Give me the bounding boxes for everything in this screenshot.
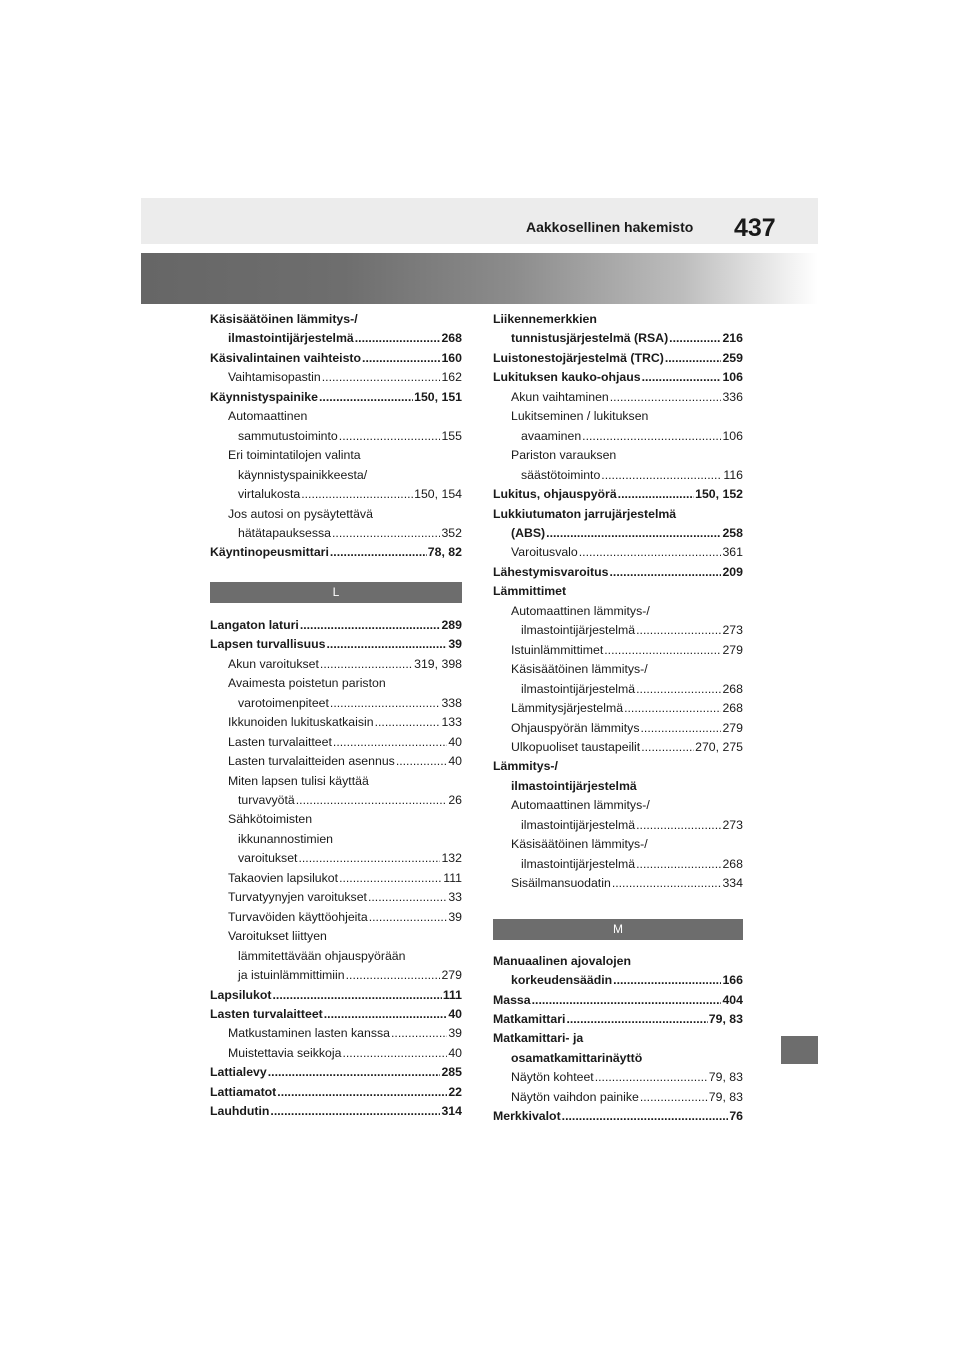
- dot-leader: [273, 986, 442, 1005]
- entry-page: 404: [722, 992, 743, 1007]
- dot-leader: [322, 368, 441, 387]
- dot-leader: [298, 849, 440, 868]
- entry-akun-varoitukset: [210, 655, 462, 674]
- dot-leader: [332, 524, 440, 543]
- entry-sahkotoimisten-cont2: [210, 849, 462, 868]
- entry-page: 111: [442, 987, 462, 1002]
- entry-istuinlammittimet: [493, 641, 743, 660]
- entry-page: 22: [448, 1084, 462, 1099]
- entry-text: Käsivalintainen vaihteisto: [210, 350, 362, 365]
- entry-text: Pariston varauksen: [511, 448, 617, 463]
- entry-ohjauspyoran-lammitys: [493, 719, 743, 738]
- dot-leader: [636, 855, 721, 874]
- entry-text: hätätapauksessa: [238, 525, 331, 540]
- entry-eri-toimintatilojen-cont1: [210, 466, 462, 485]
- entry-page: 150, 151: [414, 389, 462, 404]
- entry-text: Langaton laturi: [210, 617, 299, 632]
- dot-leader: [330, 694, 441, 713]
- dot-leader: [636, 680, 721, 699]
- dot-leader: [296, 791, 448, 810]
- entry-text: Automaattinen lämmitys-/: [511, 798, 650, 813]
- entry-lahestymisvaroitus: [493, 563, 743, 582]
- entry-varoitukset-liittyen-cont2: [210, 966, 462, 985]
- entries-group: [493, 310, 743, 894]
- index-column-right: [493, 310, 743, 1127]
- entry-pariston-varauksen-cont: [493, 466, 743, 485]
- dot-leader: [624, 699, 721, 718]
- entry-text: Lämmittimet: [493, 584, 567, 599]
- entry-matkustaminen: [210, 1024, 462, 1043]
- entry-page: 78, 82: [427, 545, 462, 560]
- dot-leader: [339, 427, 441, 446]
- entry-page: 40: [448, 734, 462, 749]
- entry-massa: [493, 991, 743, 1010]
- entry-text: säästötoiminto: [521, 467, 601, 482]
- entry-text: varoitukset: [238, 851, 298, 866]
- letter-heading-l: L: [210, 582, 462, 603]
- entry-text: Käsisäätöinen lämmitys-/: [511, 662, 648, 677]
- entry-page: 76: [729, 1109, 743, 1124]
- entry-lukituksen-kauko-ohjaus: [493, 368, 743, 387]
- entry-text: sammutustoiminto: [238, 428, 338, 443]
- entry-page: 268: [722, 856, 743, 871]
- entry-text: varotoimenpiteet: [238, 695, 329, 710]
- entry-page: 26: [448, 792, 462, 807]
- entry-text: Avaimesta poistetun pariston: [228, 676, 386, 691]
- entry-text: turvavyötä: [238, 792, 295, 807]
- entry-nayton-vaihdon: [493, 1088, 743, 1107]
- entry-page: 338: [441, 695, 462, 710]
- entry-lasten-turvalaitteet: [210, 733, 462, 752]
- entry-text: Käynnistyspainike: [210, 389, 318, 404]
- entry-text: Lukitus, ohjauspyörä: [493, 487, 617, 502]
- entry-text: Luistonestojärjestelmä (TRC): [493, 350, 664, 365]
- entry-lapsilukot: [210, 986, 462, 1005]
- entry-text: Lattialevy: [210, 1065, 267, 1080]
- entry-text: Jos autosi on pysäytettävä: [228, 506, 373, 521]
- entry-text: avaaminen: [521, 428, 582, 443]
- entry-text: Muistettavia seikkoja: [228, 1045, 342, 1060]
- entry-varoitukset-liittyen-cont1: [210, 947, 462, 966]
- entry-text: Miten lapsen tulisi käyttää: [228, 773, 369, 788]
- entry-liikennemerkkien: [493, 310, 743, 329]
- page-number: 437: [734, 214, 776, 242]
- entry-page: 166: [722, 973, 743, 988]
- dot-leader: [270, 1102, 440, 1121]
- entry-kasisaatoinen-1-cont: [493, 680, 743, 699]
- entry-page: 155: [441, 428, 462, 443]
- entry-lammitys-ilmastointi-cont: [493, 777, 743, 796]
- entry-text: Lapsen turvallisuus: [210, 637, 326, 652]
- dot-leader: [375, 713, 441, 732]
- dot-leader: [618, 485, 694, 504]
- entry-page: 336: [722, 389, 743, 404]
- entry-text: Lukitseminen / lukituksen: [511, 409, 649, 424]
- entry-text: Akun varoitukset: [228, 656, 319, 671]
- entry-text: Lauhdutin: [210, 1104, 270, 1119]
- entry-text: Massa: [493, 992, 531, 1007]
- entry-text: ilmastointijärjestelmä: [521, 681, 636, 696]
- entry-manuaalinen-ajovalojen-cont: [493, 971, 743, 990]
- entry-jos-autosi: [210, 505, 462, 524]
- entry-text: Lasten turvalaitteet: [228, 734, 332, 749]
- entry-page: 39: [448, 909, 462, 924]
- entry-page: 268: [722, 681, 743, 696]
- entry-kasisaatoinen-lammitys-cont: [210, 329, 462, 348]
- entry-text: Käsisäätöinen lämmitys-/: [511, 837, 648, 852]
- entry-page: 273: [722, 817, 743, 832]
- entry-miten-lapsen-cont: [210, 791, 462, 810]
- entry-text: Matkustaminen lasten kanssa: [228, 1026, 390, 1041]
- entry-akun-vaihtaminen: [493, 388, 743, 407]
- entry-page: 314: [441, 1104, 462, 1119]
- entry-page: 273: [722, 623, 743, 638]
- entry-eri-toimintatilojen: [210, 446, 462, 465]
- dot-leader: [396, 752, 448, 771]
- dot-leader: [532, 991, 722, 1010]
- entry-page: 79, 83: [708, 1070, 743, 1085]
- entry-page: 40: [448, 1006, 462, 1021]
- entry-pariston-varauksen: [493, 446, 743, 465]
- entry-turvatyynyjen: [210, 888, 462, 907]
- dot-leader: [562, 1107, 729, 1126]
- entry-text: virtalukosta: [238, 487, 301, 502]
- entry-lukkiutumaton-cont: [493, 524, 743, 543]
- entry-page: 162: [441, 370, 462, 385]
- entry-kaynnistyspainike: [210, 388, 462, 407]
- entry-page: 132: [441, 851, 462, 866]
- entry-automaattinen-lammitys-1-cont: [493, 621, 743, 640]
- entry-miten-lapsen: [210, 772, 462, 791]
- dot-leader: [582, 427, 721, 446]
- entry-takaovien: [210, 869, 462, 888]
- dot-leader: [369, 908, 448, 927]
- index-column-left: [210, 310, 462, 1122]
- entry-text: Merkkivalot: [493, 1109, 561, 1124]
- dot-leader: [301, 485, 413, 504]
- dot-leader: [330, 543, 427, 562]
- dot-leader: [665, 349, 722, 368]
- entry-turvavoiden: [210, 908, 462, 927]
- entry-lukkiutumaton: [493, 505, 743, 524]
- entry-text: Automaattinen lämmitys-/: [511, 603, 650, 618]
- dot-leader: [595, 1068, 708, 1087]
- dot-leader: [268, 1063, 441, 1082]
- entry-sisailmansuodatin: [493, 874, 743, 893]
- entry-page: 279: [722, 720, 743, 735]
- entry-lukitseminen-cont: [493, 427, 743, 446]
- entry-avaimesta-cont: [210, 694, 462, 713]
- entry-text: Turvatyynyjen varoitukset: [228, 890, 367, 905]
- dot-leader: [320, 655, 413, 674]
- entry-page: 259: [722, 350, 743, 365]
- entry-kasisaatoinen-lammitys: [210, 310, 462, 329]
- entry-text: Manuaalinen ajovalojen: [493, 953, 632, 968]
- letter-heading-m: M: [493, 919, 743, 940]
- entry-lukitus-ohjauspyora: [493, 485, 743, 504]
- entry-page: 216: [722, 331, 743, 346]
- dot-leader: [640, 719, 721, 738]
- entry-lukitseminen: [493, 407, 743, 426]
- entry-page: 334: [722, 876, 743, 891]
- dot-leader: [604, 641, 721, 660]
- entry-page: 150, 152: [695, 487, 743, 502]
- dot-leader: [566, 1010, 707, 1029]
- entry-lammitys-ilmastointi: [493, 757, 743, 776]
- entry-page: 258: [722, 525, 743, 540]
- dot-leader: [636, 816, 721, 835]
- entry-page: 279: [441, 968, 462, 983]
- entry-text: Matkamittari- ja: [493, 1031, 584, 1046]
- entry-luistonestojarjestelma: [493, 349, 743, 368]
- entry-text: (ABS): [511, 525, 546, 540]
- entry-page: 319, 398: [414, 656, 462, 671]
- entry-text: Ohjauspyörän lämmitys: [511, 720, 640, 735]
- entry-text: ilmastointijärjestelmä: [511, 778, 637, 793]
- entry-lammitysjarjestelma: [493, 699, 743, 718]
- dot-leader: [579, 543, 722, 562]
- dot-leader: [642, 368, 722, 387]
- entry-liikennemerkkien-cont: [493, 329, 743, 348]
- dot-leader: [636, 621, 721, 640]
- entries-group: [210, 310, 462, 563]
- entry-text: ilmastointijärjestelmä: [521, 623, 636, 638]
- dot-leader: [319, 388, 413, 407]
- dot-leader: [391, 1024, 447, 1043]
- entry-automaattinen-lammitys-2: [493, 796, 743, 815]
- entry-text: Näytön vaihdon painike: [511, 1089, 639, 1104]
- entry-manuaalinen-ajovalojen: [493, 952, 743, 971]
- dot-leader: [277, 1083, 447, 1102]
- dot-leader: [601, 466, 722, 485]
- entry-page: 279: [722, 642, 743, 657]
- entry-page: 40: [448, 1045, 462, 1060]
- dot-leader: [610, 388, 722, 407]
- entry-lattiamatot: [210, 1083, 462, 1102]
- entry-text: Liikennemerkkien: [493, 312, 597, 326]
- dot-leader: [355, 329, 441, 348]
- entry-text: Lasten turvalaitteet: [210, 1006, 323, 1021]
- entry-page: 111: [443, 870, 462, 885]
- entry-text: ilmastointijärjestelmä: [521, 856, 636, 871]
- entry-page: 285: [441, 1065, 462, 1080]
- entry-page: 39: [448, 1026, 462, 1041]
- entry-text: Istuinlämmittimet: [511, 642, 604, 657]
- entry-matkamittari: [493, 1010, 743, 1029]
- entry-text: Varoitusvalo: [511, 545, 578, 560]
- entry-kasisaatoinen-2-cont: [493, 855, 743, 874]
- entry-automaattinen-lammitys-1: [493, 602, 743, 621]
- entry-avaimesta: [210, 674, 462, 693]
- entry-matkamittari-ja: [493, 1029, 743, 1048]
- entries-group: [210, 616, 462, 1122]
- entry-kasisaatoinen-2: [493, 835, 743, 854]
- entry-page: 268: [722, 701, 743, 716]
- dot-leader: [368, 888, 447, 907]
- entry-langaton-laturi: [210, 616, 462, 635]
- dot-leader: [610, 563, 722, 582]
- dot-leader: [640, 1088, 708, 1107]
- entry-text: Käsisäätöinen lämmitys-/: [210, 312, 358, 326]
- entry-text: Automaattinen: [228, 409, 308, 424]
- entry-text: ilmastointijärjestelmä: [521, 817, 636, 832]
- entry-text: ilmastointijärjestelmä: [228, 331, 354, 346]
- entry-page: 160: [441, 350, 462, 365]
- entry-text: Takaovien lapsilukot: [228, 870, 339, 885]
- entry-lauhdutin: [210, 1102, 462, 1121]
- entry-text: Ulkopuoliset taustapeilit: [511, 739, 641, 754]
- entry-page: 209: [722, 564, 743, 579]
- dot-leader: [327, 635, 448, 654]
- entry-text: Lasten turvalaitteiden asennus: [228, 754, 395, 769]
- entry-text: Lattiamatot: [210, 1084, 277, 1099]
- header-bar: [141, 198, 818, 244]
- entry-matkamittari-ja-cont: [493, 1049, 743, 1068]
- entry-varoitusvalo: [493, 543, 743, 562]
- entries-group: [493, 952, 743, 1127]
- entry-sahkotoimisten: [210, 810, 462, 829]
- dot-leader: [300, 616, 441, 635]
- entry-text: Matkamittari: [493, 1011, 566, 1026]
- entry-text: tunnistusjärjestelmä (RSA): [511, 331, 669, 346]
- entry-text: Lämmitys-/: [493, 759, 558, 774]
- entry-text: Lukituksen kauko-ohjaus: [493, 370, 641, 385]
- entry-text: Turvavöiden käyttöohjeita: [228, 909, 368, 924]
- entry-sahkotoimisten-cont1: [210, 830, 462, 849]
- entry-page: 79, 83: [708, 1011, 743, 1026]
- entry-automaattinen-lammitys-2-cont: [493, 816, 743, 835]
- entry-text: Näytön kohteet: [511, 1070, 594, 1085]
- entry-lasten-turvalaitteiden-asennus: [210, 752, 462, 771]
- entry-page: 79, 83: [708, 1089, 743, 1104]
- entry-page: 40: [448, 754, 462, 769]
- dot-leader: [346, 966, 441, 985]
- entry-text: Lämmitysjärjestelmä: [511, 701, 624, 716]
- section-title: Aakkosellinen hakemisto: [526, 219, 694, 235]
- entry-vaihtamisopastin: [210, 368, 462, 387]
- dot-leader: [546, 524, 721, 543]
- entry-kayntinopeusmittari: [210, 543, 462, 562]
- entry-text: ja istuinlämmittimiin: [238, 968, 345, 983]
- entry-kasisaatoinen-1: [493, 660, 743, 679]
- entry-nayton-kohteet: [493, 1068, 743, 1087]
- decorative-band: [141, 253, 818, 304]
- dot-leader: [641, 738, 694, 757]
- entry-merkkivalot: [493, 1107, 743, 1126]
- entry-automaattinen-cont: [210, 427, 462, 446]
- entry-eri-toimintatilojen-cont2: [210, 485, 462, 504]
- entry-ulkopuoliset: [493, 738, 743, 757]
- entry-page: 106: [722, 370, 743, 385]
- entry-page: 106: [722, 428, 743, 443]
- entry-text: Sisäilmansuodatin: [511, 876, 611, 891]
- dot-leader: [324, 1005, 448, 1024]
- entry-text: Eri toimintatilojen valinta: [228, 448, 361, 463]
- entry-text: Ikkunoiden lukituskatkaisin: [228, 715, 374, 730]
- entry-text: lämmitettävään ohjauspyörään: [238, 948, 406, 963]
- dot-leader: [339, 869, 442, 888]
- entry-text: Akun vaihtaminen: [511, 389, 609, 404]
- entry-text: käynnistyspainikkeesta/: [238, 467, 368, 482]
- entry-lammittimet: [493, 582, 743, 601]
- entry-text: korkeudensäädin: [511, 973, 613, 988]
- entry-varoitukset-liittyen: [210, 927, 462, 946]
- entry-text: Vaihtamisopastin: [228, 370, 321, 385]
- dot-leader: [612, 874, 722, 893]
- entry-page: 361: [722, 545, 743, 560]
- dot-leader: [342, 1044, 447, 1063]
- entry-page: 268: [441, 331, 462, 346]
- entry-page: 133: [441, 715, 462, 730]
- entry-lattialevy: [210, 1063, 462, 1082]
- entry-page: 289: [441, 617, 462, 632]
- entry-page: 150, 154: [414, 487, 462, 502]
- thumb-index-tab: [781, 1036, 818, 1064]
- entry-text: ikkunannostimien: [238, 831, 334, 846]
- entry-text: Sähkötoimisten: [228, 812, 313, 827]
- entry-ikkunoiden: [210, 713, 462, 732]
- entry-text: Lähestymisvaroitus: [493, 564, 609, 579]
- entry-page: 39: [448, 637, 462, 652]
- entry-text: Käyntinopeusmittari: [210, 545, 329, 560]
- entry-lapsen-turvallisuus: [210, 635, 462, 654]
- dot-leader: [613, 971, 721, 990]
- entry-page: 352: [441, 525, 462, 540]
- dot-leader: [362, 349, 440, 368]
- entry-page: 33: [448, 890, 462, 905]
- entry-text: Varoitukset liittyen: [228, 929, 327, 944]
- entry-text: Lapsilukot: [210, 987, 272, 1002]
- entry-page: 270, 275: [695, 739, 743, 754]
- entry-kasivalintainen-vaihteisto: [210, 349, 462, 368]
- entry-page: 116: [723, 467, 743, 482]
- entry-text: osamatkamittarinäyttö: [511, 1050, 643, 1065]
- entry-lasten-turvalaitteet-main: [210, 1005, 462, 1024]
- entry-automaattinen: [210, 407, 462, 426]
- entry-jos-autosi-cont: [210, 524, 462, 543]
- entry-muistettavia: [210, 1044, 462, 1063]
- entry-text: Lukkiutumaton jarrujärjestelmä: [493, 506, 677, 521]
- dot-leader: [669, 329, 721, 348]
- dot-leader: [333, 733, 447, 752]
